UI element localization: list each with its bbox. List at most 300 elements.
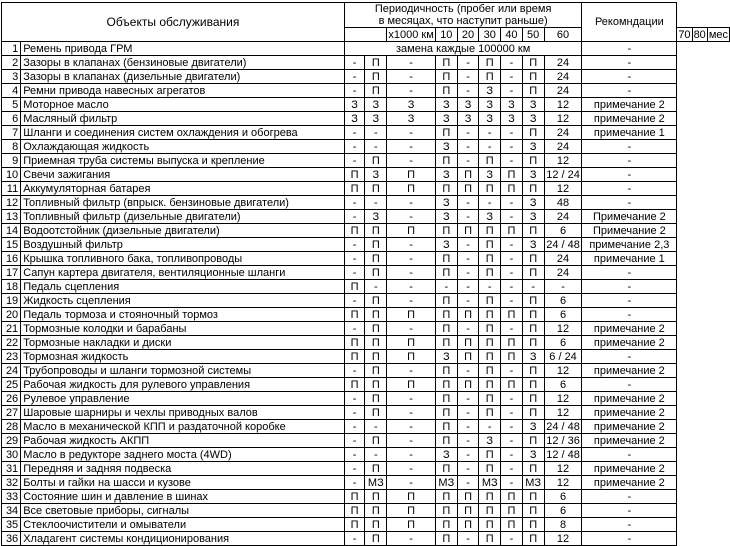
- row-km-cell: П: [387, 518, 435, 532]
- row-km-cell: П: [522, 434, 544, 448]
- row-km-cell: -: [457, 196, 478, 210]
- header-periodicity: [344, 3, 582, 28]
- row-recommendation: -: [582, 42, 677, 56]
- row-km-cell: -: [387, 70, 435, 84]
- row-km-cell: -: [457, 280, 478, 294]
- row-recommendation: -: [582, 84, 677, 98]
- row-object-name: Педаль тормоза и стояночный тормоз: [21, 308, 345, 322]
- row-km-cell: -: [501, 280, 522, 294]
- table-row: [2, 518, 730, 532]
- row-km-cell: З: [387, 98, 435, 112]
- row-km-cell: -: [344, 406, 364, 420]
- row-km-cell: П: [457, 336, 478, 350]
- table-row: [2, 126, 730, 140]
- row-months-cell: 12: [544, 476, 582, 490]
- row-recommendation: -: [582, 168, 677, 182]
- row-km-cell: П: [344, 224, 364, 238]
- table-row: [2, 392, 730, 406]
- table-row: [2, 42, 730, 56]
- row-km-cell: П: [435, 462, 457, 476]
- row-recommendation: примечание 2: [582, 98, 677, 112]
- row-number: 8: [2, 140, 21, 154]
- row-months-cell: 24: [544, 56, 582, 70]
- row-km-cell: П: [365, 434, 387, 448]
- row-km-cell: -: [457, 154, 478, 168]
- row-km-cell: П: [344, 350, 364, 364]
- row-object-name: Шланги и соединения систем охлаждения и обогрева: [21, 126, 345, 140]
- row-km-cell: П: [365, 532, 387, 546]
- row-km-cell: П: [501, 350, 522, 364]
- row-km-cell: П: [365, 378, 387, 392]
- row-km-cell: -: [457, 406, 478, 420]
- row-recommendation: -: [582, 182, 677, 196]
- row-recommendation: -: [582, 280, 677, 294]
- row-km-cell: -: [344, 140, 364, 154]
- row-months-cell: 6 / 24: [544, 350, 582, 364]
- row-number: 2: [2, 56, 21, 70]
- row-km-cell: П: [435, 378, 457, 392]
- row-km-cell: -: [501, 392, 522, 406]
- row-number: 13: [2, 210, 21, 224]
- row-km-cell: -: [344, 70, 364, 84]
- row-km-cell: П: [387, 504, 435, 518]
- table-row: [2, 112, 730, 126]
- table-row: [2, 336, 730, 350]
- row-km-cell: -: [501, 532, 522, 546]
- row-number: 4: [2, 84, 21, 98]
- row-km-cell: -: [365, 448, 387, 462]
- row-km-cell: -: [387, 532, 435, 546]
- row-km-cell: МЗ: [365, 476, 387, 490]
- row-months-cell: 24: [544, 252, 582, 266]
- row-recommendation: -: [582, 504, 677, 518]
- row-km-cell: П: [435, 504, 457, 518]
- row-km-cell: П: [344, 168, 364, 182]
- table-row: [2, 532, 730, 546]
- row-months-cell: 24: [544, 266, 582, 280]
- row-km-cell: П: [435, 518, 457, 532]
- row-km-cell: П: [522, 490, 544, 504]
- row-km-cell: П: [365, 252, 387, 266]
- row-km-cell: П: [365, 518, 387, 532]
- row-km-cell: З: [522, 140, 544, 154]
- row-km-cell: -: [344, 266, 364, 280]
- row-km-cell: -: [457, 392, 478, 406]
- row-km-cell: П: [435, 182, 457, 196]
- row-recommendation: -: [582, 378, 677, 392]
- row-number: 22: [2, 336, 21, 350]
- row-km-cell: П: [479, 252, 501, 266]
- row-object-name: Жидкость сцепления: [21, 294, 345, 308]
- row-interval-note: замена каждые 100000 км: [344, 42, 582, 56]
- row-object-name: Сапун картера двигателя, вентиляционные шланги: [21, 266, 345, 280]
- header-km-50: 50: [522, 28, 544, 42]
- row-months-cell: 6: [544, 308, 582, 322]
- table-row: [2, 196, 730, 210]
- row-km-cell: З: [435, 98, 457, 112]
- table-row: [2, 84, 730, 98]
- row-recommendation: примечание 2: [582, 462, 677, 476]
- row-km-cell: -: [344, 434, 364, 448]
- row-recommendation: -: [582, 140, 677, 154]
- row-km-cell: П: [457, 182, 478, 196]
- row-recommendation: Примечание 2: [582, 210, 677, 224]
- row-recommendation: примечание 2: [582, 322, 677, 336]
- row-km-cell: П: [479, 532, 501, 546]
- row-km-cell: -: [344, 322, 364, 336]
- row-object-name: Все световые приборы, сигналы: [21, 504, 345, 518]
- row-km-cell: П: [365, 238, 387, 252]
- row-km-cell: -: [387, 420, 435, 434]
- row-km-cell: З: [365, 112, 387, 126]
- table-row: [2, 252, 730, 266]
- table-row: [2, 350, 730, 364]
- row-km-cell: -: [457, 266, 478, 280]
- row-km-cell: П: [365, 294, 387, 308]
- row-number: 10: [2, 168, 21, 182]
- row-km-cell: П: [365, 504, 387, 518]
- row-km-cell: П: [501, 518, 522, 532]
- row-km-cell: З: [435, 238, 457, 252]
- row-km-cell: -: [344, 238, 364, 252]
- row-km-cell: П: [365, 364, 387, 378]
- row-km-cell: -: [501, 476, 522, 490]
- row-recommendation: -: [582, 56, 677, 70]
- row-number: 16: [2, 252, 21, 266]
- row-km-cell: -: [501, 420, 522, 434]
- row-km-cell: П: [365, 322, 387, 336]
- row-km-cell: -: [365, 140, 387, 154]
- row-recommendation: -: [582, 308, 677, 322]
- row-km-cell: -: [457, 210, 478, 224]
- row-km-cell: П: [522, 532, 544, 546]
- row-months-cell: 48: [544, 196, 582, 210]
- header-objects-label: Объекты обслуживания: [106, 14, 240, 29]
- row-months-cell: 12: [544, 392, 582, 406]
- row-recommendation: примечание 2,3: [582, 238, 677, 252]
- row-km-cell: -: [344, 476, 364, 490]
- row-km-cell: П: [365, 266, 387, 280]
- row-km-cell: -: [387, 196, 435, 210]
- row-km-cell: -: [365, 126, 387, 140]
- row-km-cell: З: [522, 448, 544, 462]
- row-km-cell: -: [457, 448, 478, 462]
- row-object-name: Хладагент системы кондиционирования: [21, 532, 345, 546]
- row-object-name: Тормозные накладки и диски: [21, 336, 345, 350]
- row-km-cell: П: [479, 224, 501, 238]
- row-km-cell: П: [344, 490, 364, 504]
- row-km-cell: З: [365, 210, 387, 224]
- row-km-cell: П: [501, 224, 522, 238]
- row-km-cell: П: [435, 532, 457, 546]
- row-km-cell: -: [344, 294, 364, 308]
- row-km-cell: -: [344, 532, 364, 546]
- row-km-cell: З: [479, 210, 501, 224]
- header-recommendations-label: Рекомндации: [594, 16, 664, 28]
- row-object-name: Тормозная жидкость: [21, 350, 345, 364]
- row-km-cell: П: [522, 364, 544, 378]
- row-km-cell: П: [387, 224, 435, 238]
- row-km-cell: П: [522, 322, 544, 336]
- maintenance-schedule-table: [1, 2, 730, 546]
- row-km-cell: З: [522, 196, 544, 210]
- row-number: 34: [2, 504, 21, 518]
- row-number: 30: [2, 448, 21, 462]
- row-months-cell: 6: [544, 490, 582, 504]
- header-recommendations: [582, 3, 677, 42]
- row-km-cell: -: [387, 434, 435, 448]
- row-km-cell: З: [522, 420, 544, 434]
- row-recommendation: -: [582, 154, 677, 168]
- row-object-name: Зазоры в клапанах (дизельные двигатели): [21, 70, 345, 84]
- row-number: 32: [2, 476, 21, 490]
- header-km-80: 80: [693, 28, 706, 41]
- row-km-cell: -: [457, 322, 478, 336]
- row-km-cell: -: [387, 448, 435, 462]
- row-object-name: Шаровые шарниры и чехлы приводных валов: [21, 406, 345, 420]
- row-km-cell: П: [522, 266, 544, 280]
- row-object-name: Трубопроводы и шланги тормозной системы: [21, 364, 345, 378]
- row-object-name: Рулевое управление: [21, 392, 345, 406]
- row-km-cell: -: [387, 392, 435, 406]
- row-km-cell: П: [435, 126, 457, 140]
- row-number: 28: [2, 420, 21, 434]
- row-km-cell: -: [479, 140, 501, 154]
- header-km-unit: x1000 км: [388, 28, 434, 41]
- row-months-cell: 12: [544, 182, 582, 196]
- table-row: [2, 490, 730, 504]
- row-km-cell: -: [387, 266, 435, 280]
- row-recommendation: примечание 1: [582, 252, 677, 266]
- row-km-cell: П: [479, 308, 501, 322]
- row-km-cell: П: [435, 224, 457, 238]
- row-km-cell: З: [522, 98, 544, 112]
- row-km-cell: -: [457, 252, 478, 266]
- row-km-cell: П: [522, 504, 544, 518]
- row-km-cell: П: [344, 280, 364, 294]
- row-recommendation: -: [582, 266, 677, 280]
- row-km-cell: П: [435, 336, 457, 350]
- row-km-cell: П: [479, 182, 501, 196]
- row-months-cell: 12: [544, 322, 582, 336]
- row-object-name: Водоотстойник (дизельные двигатели): [21, 224, 345, 238]
- row-km-cell: П: [457, 224, 478, 238]
- row-months-cell: 12: [544, 532, 582, 546]
- table-row: [2, 224, 730, 238]
- row-km-cell: П: [344, 308, 364, 322]
- row-number: 26: [2, 392, 21, 406]
- row-km-cell: З: [435, 448, 457, 462]
- row-km-cell: -: [457, 238, 478, 252]
- header-months: мес: [708, 28, 728, 41]
- row-object-name: Состояние шин и давление в шинах: [21, 490, 345, 504]
- row-km-cell: -: [365, 420, 387, 434]
- row-number: 31: [2, 462, 21, 476]
- row-number: 18: [2, 280, 21, 294]
- table-row: [2, 56, 730, 70]
- row-object-name: Масло в механической КПП и раздаточной коробке: [21, 420, 345, 434]
- table-row: [2, 266, 730, 280]
- row-km-cell: П: [365, 154, 387, 168]
- row-km-cell: -: [344, 84, 364, 98]
- row-months-cell: 6: [544, 224, 582, 238]
- row-number: 23: [2, 350, 21, 364]
- row-km-cell: П: [522, 406, 544, 420]
- row-months-cell: 6: [544, 336, 582, 350]
- row-object-name: Свечи зажигания: [21, 168, 345, 182]
- row-km-cell: П: [365, 406, 387, 420]
- row-object-name: Рабочая жидкость для рулевого управления: [21, 378, 345, 392]
- row-number: 7: [2, 126, 21, 140]
- header-km-70: 70: [678, 28, 691, 41]
- row-months-cell: 6: [544, 504, 582, 518]
- row-km-cell: -: [501, 154, 522, 168]
- row-km-cell: П: [435, 406, 457, 420]
- row-km-cell: П: [344, 518, 364, 532]
- row-months-cell: 12: [544, 406, 582, 420]
- row-km-cell: З: [479, 168, 501, 182]
- table-row: [2, 406, 730, 420]
- row-km-cell: П: [365, 182, 387, 196]
- row-km-cell: П: [479, 406, 501, 420]
- row-km-cell: -: [344, 126, 364, 140]
- row-km-cell: П: [479, 266, 501, 280]
- row-km-cell: -: [457, 532, 478, 546]
- table-row: [2, 322, 730, 336]
- row-km-cell: П: [365, 70, 387, 84]
- row-object-name: Тормозные колодки и барабаны: [21, 322, 345, 336]
- table-row: [2, 364, 730, 378]
- row-km-cell: П: [522, 56, 544, 70]
- row-recommendation: примечание 2: [582, 336, 677, 350]
- row-km-cell: П: [479, 336, 501, 350]
- row-recommendation: Примечание 2: [582, 224, 677, 238]
- table-row: [2, 378, 730, 392]
- row-km-cell: -: [387, 140, 435, 154]
- row-km-cell: П: [522, 182, 544, 196]
- row-months-cell: 24: [544, 84, 582, 98]
- row-km-cell: -: [344, 56, 364, 70]
- row-km-cell: П: [457, 518, 478, 532]
- row-number: 3: [2, 70, 21, 84]
- row-km-cell: П: [435, 364, 457, 378]
- row-number: 27: [2, 406, 21, 420]
- row-km-cell: П: [457, 350, 478, 364]
- row-km-cell: -: [501, 448, 522, 462]
- row-km-cell: -: [501, 322, 522, 336]
- row-km-cell: П: [501, 504, 522, 518]
- row-number: 17: [2, 266, 21, 280]
- row-number: 6: [2, 112, 21, 126]
- row-months-cell: 12: [544, 112, 582, 126]
- row-km-cell: -: [387, 154, 435, 168]
- row-object-name: Зазоры в клапанах (бензиновые двигатели): [21, 56, 345, 70]
- row-recommendation: примечание 2: [582, 420, 677, 434]
- row-km-cell: П: [365, 84, 387, 98]
- row-recommendation: -: [582, 350, 677, 364]
- row-object-name: Передняя и задняя подвеска: [21, 462, 345, 476]
- row-km-cell: З: [344, 112, 364, 126]
- row-recommendation: -: [582, 294, 677, 308]
- row-km-cell: З: [457, 98, 478, 112]
- row-km-cell: -: [501, 434, 522, 448]
- header-km-60: 60: [544, 28, 582, 42]
- row-number: 24: [2, 364, 21, 378]
- row-km-cell: П: [387, 168, 435, 182]
- row-km-cell: П: [457, 308, 478, 322]
- row-km-cell: -: [387, 294, 435, 308]
- row-km-cell: -: [501, 126, 522, 140]
- row-km-cell: П: [365, 336, 387, 350]
- row-km-cell: П: [435, 434, 457, 448]
- row-km-cell: П: [522, 336, 544, 350]
- table-row: [2, 308, 730, 322]
- row-months-cell: 24: [544, 70, 582, 84]
- header-km-40: 40: [501, 28, 522, 42]
- row-km-cell: -: [479, 126, 501, 140]
- row-km-cell: П: [344, 378, 364, 392]
- row-km-cell: П: [522, 126, 544, 140]
- row-km-cell: П: [479, 154, 501, 168]
- row-km-cell: З: [501, 98, 522, 112]
- row-number: 36: [2, 532, 21, 546]
- row-km-cell: -: [457, 56, 478, 70]
- row-object-name: Педаль сцепления: [21, 280, 345, 294]
- header-km-10: 10: [435, 28, 457, 42]
- row-km-cell: -: [344, 420, 364, 434]
- table-row: [2, 420, 730, 434]
- row-km-cell: П: [479, 70, 501, 84]
- row-km-cell: П: [479, 378, 501, 392]
- row-km-cell: П: [479, 322, 501, 336]
- row-km-cell: П: [522, 154, 544, 168]
- row-km-cell: З: [522, 238, 544, 252]
- header-objects: [2, 3, 345, 42]
- row-number: 20: [2, 308, 21, 322]
- row-km-cell: П: [479, 392, 501, 406]
- table-row: [2, 504, 730, 518]
- row-km-cell: П: [365, 462, 387, 476]
- row-km-cell: П: [522, 462, 544, 476]
- row-months-cell: -: [544, 280, 582, 294]
- row-km-cell: П: [435, 70, 457, 84]
- row-km-cell: -: [387, 280, 435, 294]
- row-km-cell: З: [522, 112, 544, 126]
- row-km-cell: -: [457, 126, 478, 140]
- row-months-cell: 8: [544, 518, 582, 532]
- header-km-20: 20: [457, 28, 478, 42]
- row-km-cell: -: [387, 84, 435, 98]
- row-km-cell: МЗ: [479, 476, 501, 490]
- row-months-cell: 12: [544, 98, 582, 112]
- row-km-cell: -: [501, 294, 522, 308]
- row-km-cell: -: [457, 140, 478, 154]
- row-km-cell: П: [387, 182, 435, 196]
- row-km-cell: П: [479, 294, 501, 308]
- row-km-cell: П: [501, 490, 522, 504]
- row-km-cell: П: [479, 238, 501, 252]
- row-km-cell: П: [365, 490, 387, 504]
- row-km-cell: -: [387, 56, 435, 70]
- row-km-cell: -: [387, 238, 435, 252]
- row-km-cell: -: [457, 294, 478, 308]
- row-km-cell: -: [435, 280, 457, 294]
- row-km-cell: П: [479, 490, 501, 504]
- row-km-cell: П: [501, 168, 522, 182]
- row-recommendation: -: [582, 196, 677, 210]
- row-recommendation: примечание 2: [582, 434, 677, 448]
- row-months-cell: 24 / 48: [544, 420, 582, 434]
